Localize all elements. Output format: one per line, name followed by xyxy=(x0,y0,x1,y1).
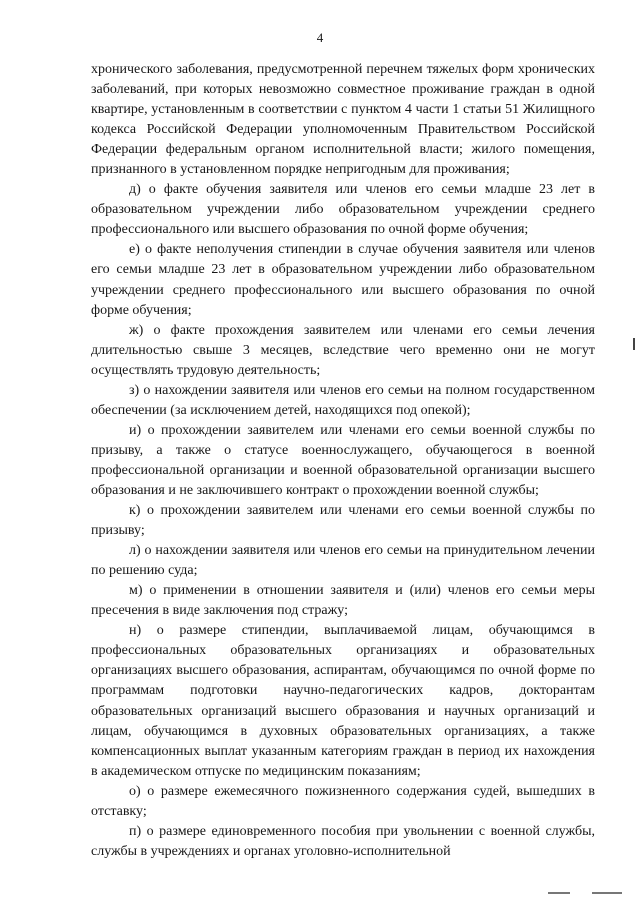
paragraph-item-p: п) о размере единовременного пособия при увольнении с военной службы, службы в учреждениях и органах уголовно-исполнительной xyxy=(91,823,595,859)
paragraph-item-z: з) о нахождении заявителя или членов его семьи на полном государственном обеспечении (за исключением детей, находящихся под опекой); xyxy=(91,382,595,418)
paragraph-item-o: о) о размере ежемесячного пожизненного содержания судей, вышедших в отставку; xyxy=(91,783,595,819)
paragraph-item-l: л) о нахождении заявителя или членов его семьи на принудительном лечении по решению суда; xyxy=(91,543,595,579)
scan-margin-mark xyxy=(633,338,635,350)
scan-bottom-mark xyxy=(548,892,570,894)
page-number: 4 xyxy=(316,30,324,45)
document-body xyxy=(91,60,595,862)
paragraph-item-d: д) о факте обучения заявителя или членов его семьи младше 23 лет в образовательном учреждении либо образовательном учреждении среднего профессионального или высшего образования по очной форме обучения; xyxy=(91,182,595,238)
paragraph-item-n: н) о размере стипендии, выплачиваемой лицам, обучающимся в профессиональных образовательных организациях и образовательных организациях высшего образования, аспирантам, обучающимся по очной форме по программам подготовки научно-педагогических кадров, докторантам образовательных организаций высшего образования и научных организаций и лицам, обучающимся в духовных образовательных организациях, а также компенсационных выплат указанным категориям граждан в период их нахождения в академическом отпуске по медицинским показаниям; xyxy=(91,623,595,779)
paragraph-item-zh: ж) о факте прохождения заявителем или членами его семьи лечения длительностью свыше 3 месяцев, вследствие чего временно они не могут осуществлять трудовую деятельность; xyxy=(91,322,595,378)
paragraph-item-e: е) о факте неполучения стипендии в случае обучения заявителя или членов его семьи младше 23 лет в образовательном учреждении либо образовательном учреждении среднего профессионального или высшего образования по очной форме обучения; xyxy=(91,242,595,318)
paragraph-continuation: хронического заболевания, предусмотренной перечнем тяжелых форм хронических заболеваний, при которых невозможно совместное проживание граждан в одной квартире, установленным в соответствии с пунктом 4 части 1 статьи 51 Жилищного кодекса Российской Федерации уполномоченным Правительством Российской Федерации федеральным органом исполнительной власти; жилого помещения, признанного в установленном порядке непригодным для проживания; xyxy=(91,62,595,178)
paragraph-item-i: и) о прохождении заявителем или членами его семьи военной службы по призыву, а также о статусе военнослужащего, обучающегося в военной профессиональной организации и военной образовательной организации высшего образования и не заключившего контракт о прохождении военной службы; xyxy=(91,422,595,498)
paragraph-item-k: к) о прохождении заявителем или членами его семьи военной службы по призыву; xyxy=(91,503,595,539)
paragraph-item-m: м) о применении в отношении заявителя и (или) членов его семьи меры пресечения в виде заключения под стражу; xyxy=(91,583,595,619)
scan-bottom-mark xyxy=(592,892,622,894)
